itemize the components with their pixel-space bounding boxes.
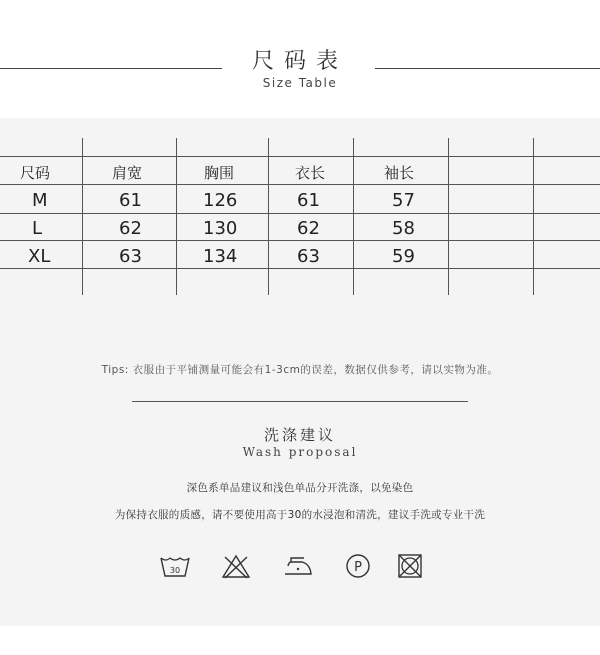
table-col-line <box>82 138 83 295</box>
table-col-line <box>448 138 449 295</box>
table-row-line <box>0 240 600 241</box>
header-cell: 肩宽 <box>112 164 143 182</box>
header-cell: 尺码 <box>20 164 51 182</box>
no-bleach-icon <box>220 552 252 580</box>
table-col-line <box>176 138 177 295</box>
bottom-margin <box>0 626 600 655</box>
table-col-line <box>268 138 269 295</box>
separator-line <box>132 401 468 402</box>
table-cell: 61 <box>297 190 320 211</box>
table-cell: 62 <box>119 218 142 239</box>
table-cell: 126 <box>203 190 238 211</box>
wash-30-icon <box>159 552 191 580</box>
table-row-line <box>0 156 600 157</box>
table-row-line <box>0 213 600 214</box>
table-cell: M <box>32 190 48 211</box>
table-cell: 59 <box>392 246 415 267</box>
table-row-line <box>0 184 600 185</box>
iron-low-icon <box>282 552 314 580</box>
header-cell: 袖长 <box>384 164 415 182</box>
table-cell: 63 <box>119 246 142 267</box>
table-cell: 57 <box>392 190 415 211</box>
header <box>0 0 600 118</box>
wash-note-1: 深色系单品建议和浅色单品分开洗涤，以免染色 <box>186 482 414 494</box>
no-tumble-dry-icon <box>394 552 426 580</box>
tips-text: Tips: 衣服由于平铺测量可能会有1-3cm的误差，数据仅供参考，请以实物为准。 <box>101 364 499 376</box>
table-cell: 58 <box>392 218 415 239</box>
table-cell: L <box>32 218 43 239</box>
dry-clean-p-icon <box>342 552 374 580</box>
table-cell: 130 <box>203 218 238 239</box>
table-row-line <box>0 268 600 269</box>
page-subtitle: Size Table <box>262 76 338 90</box>
dry-clean-label: P <box>354 560 362 575</box>
table-col-line <box>533 138 534 295</box>
table-cell: 62 <box>297 218 320 239</box>
page-title: 尺码表 <box>251 49 348 74</box>
table-cell: 134 <box>203 246 238 267</box>
wash-note-2: 为保持衣服的质感，请不要使用高于30的水浸泡和清洗，建议手洗或专业干洗 <box>114 509 486 521</box>
table-cell: 63 <box>297 246 320 267</box>
wash-subtitle: Wash proposal <box>242 445 358 459</box>
table-cell: 61 <box>119 190 142 211</box>
header-cell: 胸围 <box>204 164 235 182</box>
wash-title: 洗涤建议 <box>263 426 336 444</box>
table-cell: XL <box>28 246 51 267</box>
table-col-line <box>353 138 354 295</box>
header-cell: 衣长 <box>295 164 326 182</box>
wash-temp-label: 30 <box>169 566 181 575</box>
